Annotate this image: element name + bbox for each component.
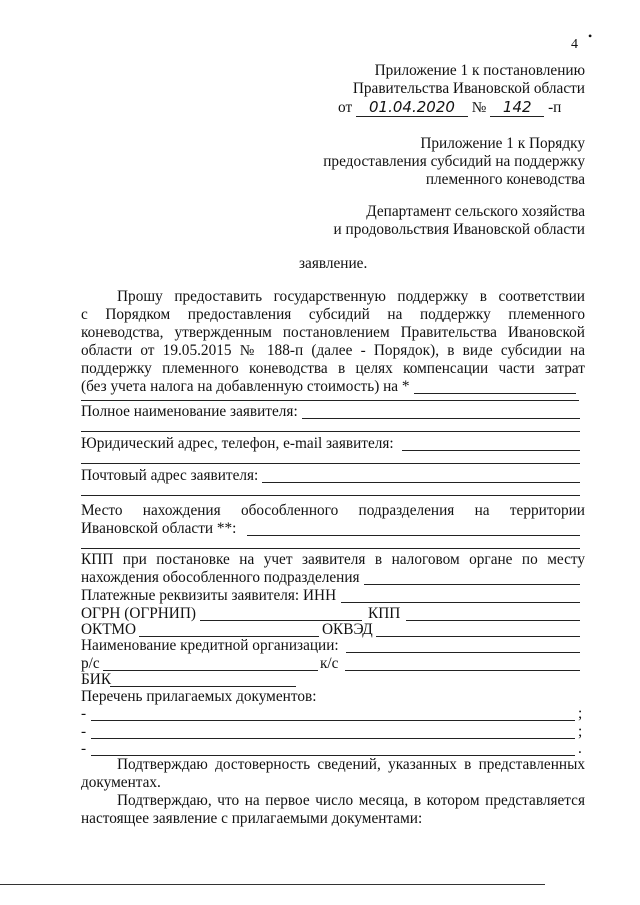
postal-address-label: Почтовый адрес заявителя:: [81, 467, 259, 484]
bik-field[interactable]: [110, 686, 296, 687]
postal-address-field-extra[interactable]: [81, 495, 580, 496]
request-line-5: поддержку племенного коневодства в целях компенсации части затрат: [81, 360, 585, 377]
credit-org-field[interactable]: [346, 652, 580, 653]
page-mark: •: [588, 29, 593, 43]
legal-address-label: Юридический адрес, телефон, e-mail заявителя:: [81, 435, 394, 452]
kpp-label: КПП: [368, 605, 401, 622]
kpp-field[interactable]: [406, 620, 580, 621]
request-line-3: коневодства, утвержденным постановлением Правительства Ивановской: [81, 324, 585, 341]
location-field[interactable]: [247, 535, 580, 536]
amount-blank-extra[interactable]: [81, 400, 579, 401]
full-name-field[interactable]: [302, 418, 580, 419]
amount-blank[interactable]: [414, 393, 576, 394]
rs-label: р/с: [81, 655, 100, 672]
payment-details-label: Платежные реквизиты заявителя: ИНН: [81, 587, 337, 604]
header-line-2: Правительства Ивановской области: [352, 80, 585, 97]
number-label: №: [471, 99, 487, 116]
document-field-2[interactable]: [91, 738, 575, 739]
rs-field[interactable]: [103, 670, 318, 671]
doc-dash-2: -: [81, 723, 87, 740]
legal-address-field-extra[interactable]: [81, 463, 580, 464]
appendix-line-1: Приложение 1 к Порядку: [420, 135, 585, 152]
doc-dash-3: -: [81, 740, 87, 757]
ks-field[interactable]: [345, 670, 580, 671]
confirm2-line-1: Подтверждаю, что на первое число месяца, в котором представляется: [117, 792, 585, 809]
doc-semicolon-1: ;: [578, 705, 583, 722]
location-field-extra[interactable]: [81, 548, 580, 549]
doc-semicolon-2: ;: [578, 723, 583, 740]
request-line-2: с Порядком предоставления субсидий на поддержку племенного: [81, 306, 585, 323]
handwritten-number: 142: [490, 98, 544, 117]
okved-label: ОКВЭД: [322, 621, 373, 638]
oktmo-label: ОКТМО: [81, 621, 137, 638]
page-number: 4: [571, 37, 578, 52]
ks-label: к/с: [320, 655, 339, 672]
header-date-line: [338, 98, 561, 117]
header-line-1: Приложение 1 к постановлению: [374, 62, 585, 79]
recipient-line-1: Департамент сельского хозяйства: [366, 203, 585, 220]
kpp-branch-field[interactable]: [364, 584, 580, 585]
document-field-1[interactable]: [91, 720, 575, 721]
confirm2-line-2: настоящее заявление с прилагаемыми документами:: [81, 810, 423, 827]
from-label: от: [338, 99, 353, 116]
confirm1-line-2: документах.: [81, 774, 161, 791]
okved-field[interactable]: [376, 636, 580, 637]
confirm1-line-1: Подтверждаю достоверность сведений, указанных в представленных: [117, 756, 585, 773]
ogrn-label: ОГРН (ОГРНИП): [81, 605, 196, 622]
location-line-2: Ивановской области **:: [81, 520, 237, 537]
kpp-line-2: нахождения обособленного подразделения: [81, 569, 360, 586]
doc-period-3: .: [578, 740, 582, 757]
appendix-line-3: племенного коневодства: [425, 171, 585, 188]
number-suffix: -п: [548, 99, 562, 116]
full-name-label: Полное наименование заявителя:: [81, 403, 298, 420]
bik-label: БИК: [81, 671, 112, 688]
bottom-rule: [0, 884, 545, 885]
handwritten-date: 01.04.2020: [356, 98, 468, 117]
full-name-field-extra[interactable]: [81, 431, 580, 432]
doc-dash-1: -: [81, 705, 87, 722]
credit-org-label: Наименование кредитной организации:: [81, 637, 339, 654]
appendix-line-2: предоставления субсидий на поддержку: [323, 153, 585, 170]
documents-list-label: Перечень прилагаемых документов:: [81, 688, 317, 705]
request-line-4: области от 19.05.2015 № 188-п (далее - Порядок), в виде субсидии на: [81, 342, 585, 359]
legal-address-field[interactable]: [402, 450, 580, 451]
recipient-line-2: и продовольствия Ивановской области: [333, 221, 585, 238]
location-line-1: Место нахождения обособленного подразделения на территории: [81, 502, 585, 519]
postal-address-field[interactable]: [262, 482, 580, 483]
kpp-line-1: КПП при постановке на учет заявителя в налоговом органе по месту: [81, 551, 585, 568]
request-line-6: (без учета налога на добавленную стоимость) на *: [81, 378, 410, 395]
inn-field[interactable]: [341, 602, 580, 603]
request-line-1: Прошу предоставить государственную поддержку в соответствии: [117, 288, 585, 305]
document-title: заявление.: [299, 255, 368, 272]
